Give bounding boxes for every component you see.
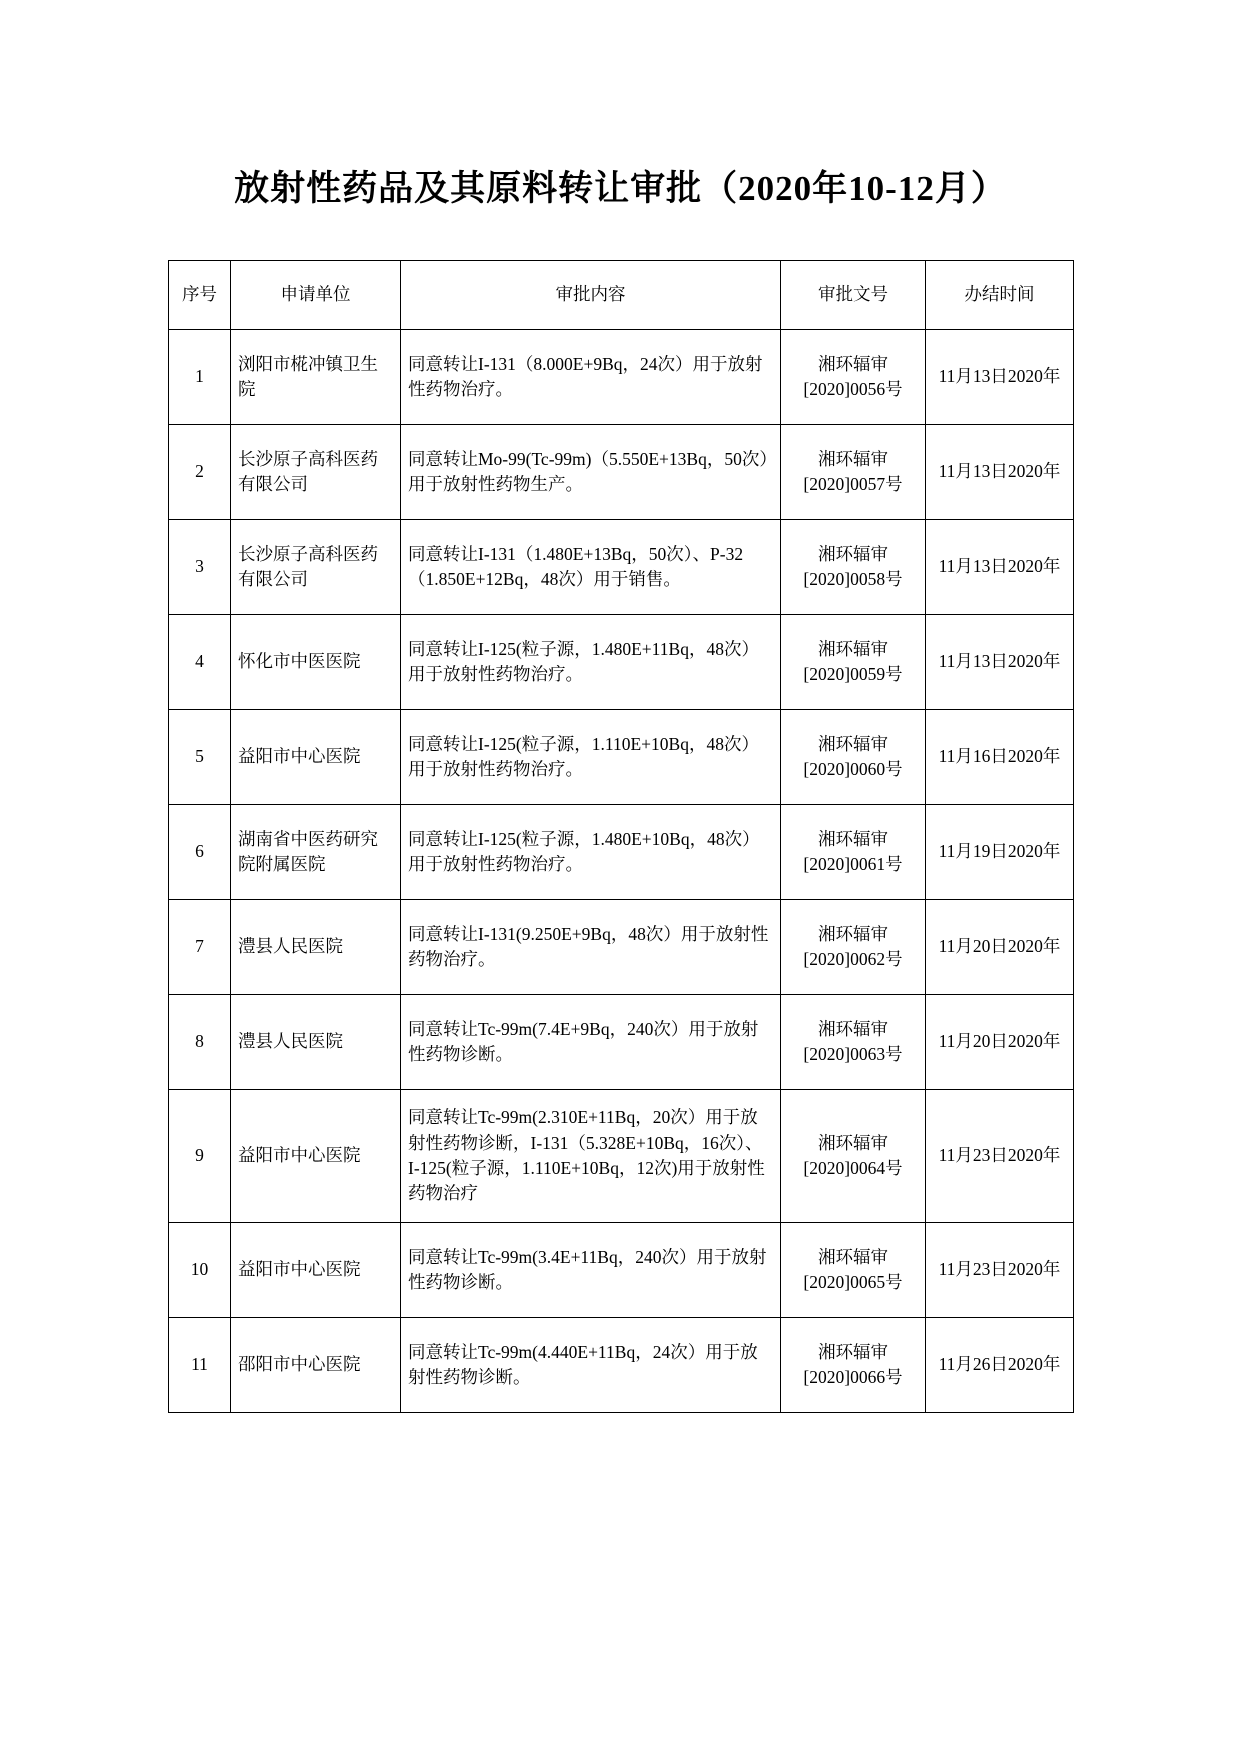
cell-index: 3 <box>169 520 231 615</box>
cell-date: 11月13日2020年 <box>926 520 1074 615</box>
cell-index: 9 <box>169 1090 231 1223</box>
cell-doc-no: 湘环辐审[2020]0066号 <box>781 1318 926 1413</box>
cell-unit: 益阳市中心医院 <box>231 710 401 805</box>
column-header-unit: 申请单位 <box>231 261 401 330</box>
cell-unit: 湖南省中医药研究院附属医院 <box>231 805 401 900</box>
cell-date: 11月13日2020年 <box>926 425 1074 520</box>
cell-index: 6 <box>169 805 231 900</box>
cell-content: 同意转让Mo-99(Tc-99m)（5.550E+13Bq，50次）用于放射性药物生产。 <box>401 425 781 520</box>
cell-unit: 益阳市中心医院 <box>231 1090 401 1223</box>
table-row <box>169 330 1074 425</box>
cell-content <box>401 1090 781 1223</box>
table-row <box>169 520 1074 615</box>
cell-content: 同意转让Tc-99m(7.4E+9Bq，240次）用于放射性药物诊断。 <box>401 995 781 1090</box>
table-row <box>169 1223 1074 1318</box>
cell-doc-no: 湘环辐审[2020]0059号 <box>781 615 926 710</box>
cell-unit: 邵阳市中心医院 <box>231 1318 401 1413</box>
table-body <box>169 330 1074 1413</box>
table-row <box>169 995 1074 1090</box>
cell-doc-no: 湘环辐审[2020]0064号 <box>781 1090 926 1223</box>
cell-unit: 长沙原子高科医药有限公司 <box>231 425 401 520</box>
table-row <box>169 805 1074 900</box>
cell-doc-no: 湘环辐审[2020]0063号 <box>781 995 926 1090</box>
page-title: 放射性药品及其原料转让审批（2020年10-12月） <box>234 169 1007 208</box>
approval-table <box>168 260 1074 1413</box>
table-row <box>169 900 1074 995</box>
cell-doc-no: 湘环辐审[2020]0058号 <box>781 520 926 615</box>
cell-content: 同意转让Tc-99m(3.4E+11Bq，240次）用于放射性药物诊断。 <box>401 1223 781 1318</box>
cell-date: 11月16日2020年 <box>926 710 1074 805</box>
cell-content: 同意转让I-131（1.480E+13Bq，50次）、P-32（1.850E+12Bq，48次）用于销售。 <box>401 520 781 615</box>
cell-content-text: 同意转让Tc-99m(2.310E+11Bq，20次）用于放射性药物诊断，I-131（5.328E+10Bq，16次）、I-125(粒子源，1.110E+10Bq，12次)用于放射性药物治疗 <box>408 1107 765 1204</box>
approval-table-container <box>168 260 1073 1413</box>
cell-content: 同意转让I-125(粒子源，1.480E+10Bq，48次）用于放射性药物治疗。 <box>401 805 781 900</box>
cell-doc-no: 湘环辐审[2020]0065号 <box>781 1223 926 1318</box>
cell-index: 4 <box>169 615 231 710</box>
cell-index: 8 <box>169 995 231 1090</box>
column-header-index: 序号 <box>169 261 231 330</box>
cell-content: 同意转让I-131(9.250E+9Bq，48次）用于放射性药物治疗。 <box>401 900 781 995</box>
table-row <box>169 1090 1074 1223</box>
cell-unit: 澧县人民医院 <box>231 995 401 1090</box>
cell-doc-no: 湘环辐审[2020]0060号 <box>781 710 926 805</box>
cell-doc-no: 湘环辐审[2020]0062号 <box>781 900 926 995</box>
cell-date: 11月20日2020年 <box>926 900 1074 995</box>
cell-index: 10 <box>169 1223 231 1318</box>
cell-content: 同意转让I-131（8.000E+9Bq，24次）用于放射性药物治疗。 <box>401 330 781 425</box>
cell-unit: 澧县人民医院 <box>231 900 401 995</box>
cell-unit: 怀化市中医医院 <box>231 615 401 710</box>
cell-index: 2 <box>169 425 231 520</box>
cell-date: 11月19日2020年 <box>926 805 1074 900</box>
column-header-content: 审批内容 <box>401 261 781 330</box>
cell-date: 11月20日2020年 <box>926 995 1074 1090</box>
cell-index: 5 <box>169 710 231 805</box>
table-row <box>169 425 1074 520</box>
table-row <box>169 615 1074 710</box>
cell-index: 7 <box>169 900 231 995</box>
cell-date: 11月26日2020年 <box>926 1318 1074 1413</box>
cell-doc-no: 湘环辐审[2020]0056号 <box>781 330 926 425</box>
cell-index: 11 <box>169 1318 231 1413</box>
cell-date: 11月23日2020年 <box>926 1223 1074 1318</box>
column-header-date: 办结时间 <box>926 261 1074 330</box>
cell-date: 11月13日2020年 <box>926 615 1074 710</box>
cell-content: 同意转让I-125(粒子源，1.110E+10Bq，48次）用于放射性药物治疗。 <box>401 710 781 805</box>
cell-unit: 浏阳市椛冲镇卫生院 <box>231 330 401 425</box>
cell-index: 1 <box>169 330 231 425</box>
cell-doc-no: 湘环辐审[2020]0057号 <box>781 425 926 520</box>
table-header-row <box>169 261 1074 330</box>
cell-doc-no: 湘环辐审[2020]0061号 <box>781 805 926 900</box>
table-header <box>169 261 1074 330</box>
cell-date: 11月13日2020年 <box>926 330 1074 425</box>
cell-unit: 益阳市中心医院 <box>231 1223 401 1318</box>
table-row <box>169 710 1074 805</box>
cell-content: 同意转让I-125(粒子源，1.480E+11Bq，48次）用于放射性药物治疗。 <box>401 615 781 710</box>
cell-content: 同意转让Tc-99m(4.440E+11Bq，24次）用于放射性药物诊断。 <box>401 1318 781 1413</box>
column-header-docno: 审批文号 <box>781 261 926 330</box>
cell-unit: 长沙原子高科医药有限公司 <box>231 520 401 615</box>
cell-date: 11月23日2020年 <box>926 1090 1074 1223</box>
table-row <box>169 1318 1074 1413</box>
